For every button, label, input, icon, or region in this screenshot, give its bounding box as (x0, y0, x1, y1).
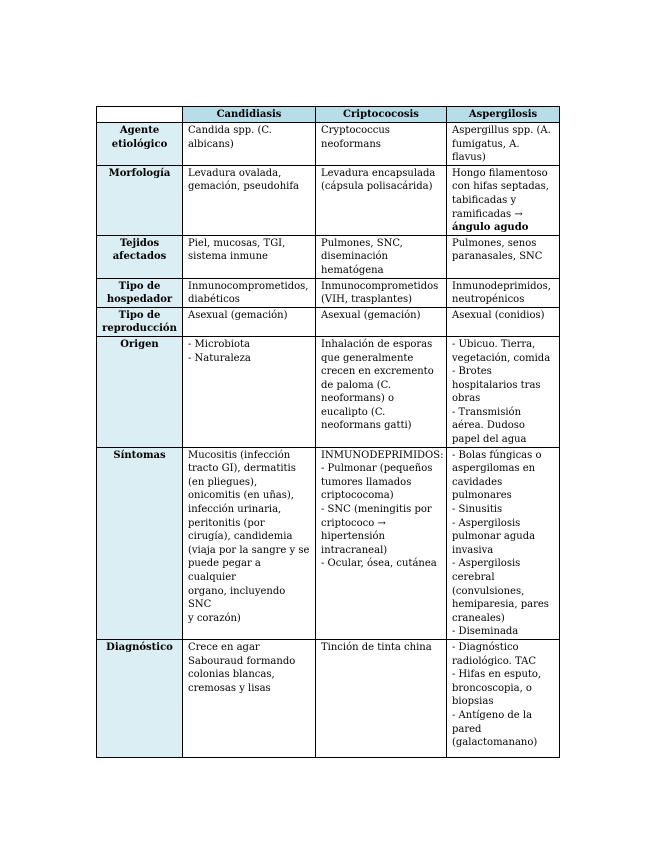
row-header-line: Agente (119, 125, 160, 136)
cell-line: cremosas y lisas (188, 682, 271, 694)
cell-line: Aspergillus spp. (A. (452, 125, 551, 136)
table-row-tejidos-afectados (97, 235, 560, 278)
cell-line: (galactomanano) (452, 737, 538, 749)
cell-line: - Ocular, ósea, cutánea (321, 558, 437, 570)
cell-line: Mucositis (infección (188, 449, 291, 461)
cell-line: biopsias (452, 696, 494, 708)
cell-line: Inhalación de esporas (321, 338, 433, 350)
cell-line: ángulo agudo (452, 222, 529, 234)
cell-line: hematógena (321, 264, 384, 276)
column-header-candidiasis: Candidiasis (183, 107, 316, 123)
cell-line: que generalmente (321, 352, 414, 364)
cell-morfologia-aspergilosis (447, 165, 560, 235)
row-header-line: hospedador (106, 294, 173, 306)
cell-line: Piel, mucosas, TGI, (188, 237, 286, 249)
cell-tipo-hospedador-criptococosis (316, 278, 447, 307)
row-header-tipo-hospedador (97, 278, 183, 307)
row-header-line: afectados (112, 251, 167, 263)
row-header-line: reproducción (102, 323, 177, 335)
cell-line: peritonitis (por (188, 517, 265, 529)
cell-line: organo, incluyendo SNC (188, 585, 289, 611)
cell-tejidos-afectados-criptococosis (316, 235, 447, 278)
cell-diagnostico-aspergilosis (447, 639, 560, 757)
cell-line: craneales) (452, 612, 505, 624)
cell-line: criptococoma) (321, 490, 394, 502)
cell-line: Cryptococcus (321, 125, 390, 136)
cell-line: Inmunocomprometidos, (188, 280, 309, 292)
cell-line: neoformans (321, 138, 381, 150)
cell-line: tabificadas y (452, 194, 517, 206)
cell-line: invasiva (452, 544, 494, 556)
table-row-agente-etiologico (97, 123, 560, 166)
column-header-aspergilosis: Aspergilosis (447, 107, 560, 123)
cell-origen-aspergilosis (447, 336, 560, 447)
cell-line: intracraneal) (321, 544, 388, 556)
cell-line: - Pulmonar (pequeños (321, 463, 433, 475)
cell-line: con hifas septadas, (452, 181, 549, 193)
cell-line: - Diagnóstico (452, 641, 519, 653)
cell-line: puede pegar a cualquier (188, 558, 265, 583)
cell-line: - SNC (meningitis por (321, 504, 432, 516)
cell-line: neutropénicos (452, 294, 525, 306)
cell-line: Levadura encapsulada (321, 167, 436, 179)
cell-morfologia-candidiasis (183, 165, 316, 235)
cell-line: diseminación (321, 251, 388, 263)
cell-line: de paloma (C. (321, 379, 392, 391)
cell-line: - Transmisión (452, 406, 522, 418)
cell-line: Sabouraud formando (188, 655, 296, 667)
cell-line: fumigatus, A. (452, 138, 520, 150)
cell-line: - Ubicuo. Tierra, (452, 338, 536, 350)
row-header-line: etiológico (111, 138, 168, 150)
cell-line: (viaja por la sangre y se (188, 544, 310, 556)
row-header-line: Diagnóstico (106, 641, 173, 653)
cell-tejidos-afectados-candidiasis (183, 235, 316, 278)
cell-origen-candidiasis (183, 336, 316, 447)
cell-line: - Diseminada (452, 626, 519, 638)
cell-line: cavidades (452, 476, 503, 488)
row-header-line: Tejidos (119, 237, 160, 249)
cell-line: Candida spp. (C. (188, 125, 272, 136)
cell-agente-etiologico-candidiasis (183, 123, 316, 166)
row-header-agente-etiologico (97, 123, 183, 166)
row-header-line: Origen (120, 338, 159, 350)
cell-agente-etiologico-aspergilosis (447, 123, 560, 166)
cell-sintomas-candidiasis (183, 447, 316, 639)
cell-diagnostico-criptococosis (316, 639, 447, 757)
cell-line: INMUNODEPRIMIDOS: (321, 449, 444, 461)
table-row-origen (97, 336, 560, 447)
cell-line: Tinción de tinta china (321, 641, 432, 653)
table-row-diagnostico (97, 639, 560, 757)
cell-line: Inmunodeprimidos, (452, 280, 551, 292)
cell-tipo-reproduccion-aspergilosis (447, 307, 560, 336)
cell-line: Pulmones, senos (452, 237, 537, 249)
cell-line: Asexual (gemación) (321, 309, 421, 321)
cell-tipo-reproduccion-candidiasis (183, 307, 316, 336)
cell-line: - Naturaleza (188, 352, 251, 364)
row-header-tejidos-afectados (97, 235, 183, 278)
cell-line: obras (452, 393, 481, 405)
cell-agente-etiologico-criptococosis (316, 123, 447, 166)
cell-line: Hongo filamentoso (452, 167, 548, 179)
cell-line: Asexual (conidios) (452, 309, 545, 321)
cell-origen-criptococosis (316, 336, 447, 447)
cell-line: pared (452, 723, 482, 735)
cell-line: criptococo → (321, 517, 386, 529)
cell-morfologia-criptococosis (316, 165, 447, 235)
row-header-line: Morfología (108, 167, 171, 179)
corner-cell (97, 107, 183, 123)
cell-line: pulmonares (452, 490, 512, 502)
row-header-origen (97, 336, 183, 447)
cell-line: - Aspergilosis (452, 517, 521, 529)
cell-line: - Sinusitis (452, 504, 503, 516)
cell-line: - Aspergilosis (452, 558, 521, 570)
row-header-morfologia (97, 165, 183, 235)
header-row (97, 107, 560, 123)
cell-line: Inmunocomprometidos (321, 280, 439, 292)
cell-line: hipertensión (321, 531, 385, 543)
cell-line: cirugía), candidemia (188, 531, 293, 543)
cell-line: gemación, pseudohifa (188, 181, 299, 193)
cell-line: hospitalarios tras (452, 379, 541, 391)
cell-tipo-hospedador-candidiasis (183, 278, 316, 307)
cell-line: papel del agua (452, 434, 527, 446)
cell-line: paranasales, SNC (452, 251, 543, 263)
cell-line: infección urinaria, (188, 504, 282, 516)
cell-line: (cápsula polisacárida) (321, 181, 433, 193)
row-header-line: Tipo de (118, 309, 161, 321)
cell-line: - Antígeno de la (452, 709, 533, 721)
cell-line: aspergilomas en (452, 463, 536, 475)
cell-line: Asexual (gemación) (188, 309, 288, 321)
cell-tipo-reproduccion-criptococosis (316, 307, 447, 336)
column-header-criptococosis: Criptococosis (316, 107, 447, 123)
cell-line: (en pliegues), (188, 476, 258, 488)
cell-line: neoformans gatti) (321, 420, 412, 432)
cell-line: cerebral (452, 572, 495, 583)
table-row-morfologia (97, 165, 560, 235)
cell-line: flavus) (452, 152, 486, 164)
comparison-table (96, 106, 560, 758)
cell-line: broncoscopia, o (452, 682, 532, 694)
cell-line: - Microbiota (188, 338, 250, 350)
row-header-diagnostico (97, 639, 183, 757)
table-row-tipo-hospedador (97, 278, 560, 307)
cell-line: Levadura ovalada, (188, 167, 282, 179)
cell-line: neoformans) o (321, 393, 394, 405)
row-header-line: Tipo de (118, 280, 161, 292)
cell-line: eucalipto (C. (321, 406, 386, 418)
row-header-line: Síntomas (113, 449, 166, 461)
cell-line: diabéticos (188, 294, 240, 306)
cell-line: - Brotes (452, 366, 492, 378)
cell-line: colonias blancas, (188, 669, 275, 681)
cell-line: aérea. Dudoso (452, 420, 525, 432)
cell-tipo-hospedador-aspergilosis (447, 278, 560, 307)
cell-diagnostico-candidiasis (183, 639, 316, 757)
cell-line: Pulmones, SNC, (321, 237, 403, 249)
cell-line: ramificadas → (452, 208, 523, 220)
cell-line: radiológico. TAC (452, 655, 536, 667)
cell-line: sistema inmune (188, 251, 268, 263)
cell-tejidos-afectados-aspergilosis (447, 235, 560, 278)
cell-line: hemiparesia, pares (452, 599, 549, 611)
cell-line: crecen en excremento (321, 366, 434, 378)
cell-line: y corazón) (188, 612, 241, 624)
cell-line: tumores llamados (321, 476, 412, 488)
cell-line: - Bolas fúngicas o (452, 449, 542, 461)
row-header-sintomas (97, 447, 183, 639)
cell-line: onicomitis (en uñas), (188, 490, 294, 502)
cell-sintomas-aspergilosis (447, 447, 560, 639)
row-header-tipo-reproduccion (97, 307, 183, 336)
cell-line: tracto GI), dermatitis (188, 463, 296, 475)
cell-line: (convulsiones, (452, 585, 525, 597)
cell-line: vegetación, comida (452, 352, 551, 364)
cell-line: albicans) (188, 138, 234, 150)
cell-sintomas-criptococosis (316, 447, 447, 639)
table-row-sintomas (97, 447, 560, 639)
cell-line: - Hifas en esputo, (452, 669, 542, 681)
cell-line: pulmonar aguda (452, 531, 536, 543)
cell-line: Crece en agar (188, 641, 260, 653)
table-row-tipo-reproduccion (97, 307, 560, 336)
cell-line: (VIH, trasplantes) (321, 294, 413, 306)
